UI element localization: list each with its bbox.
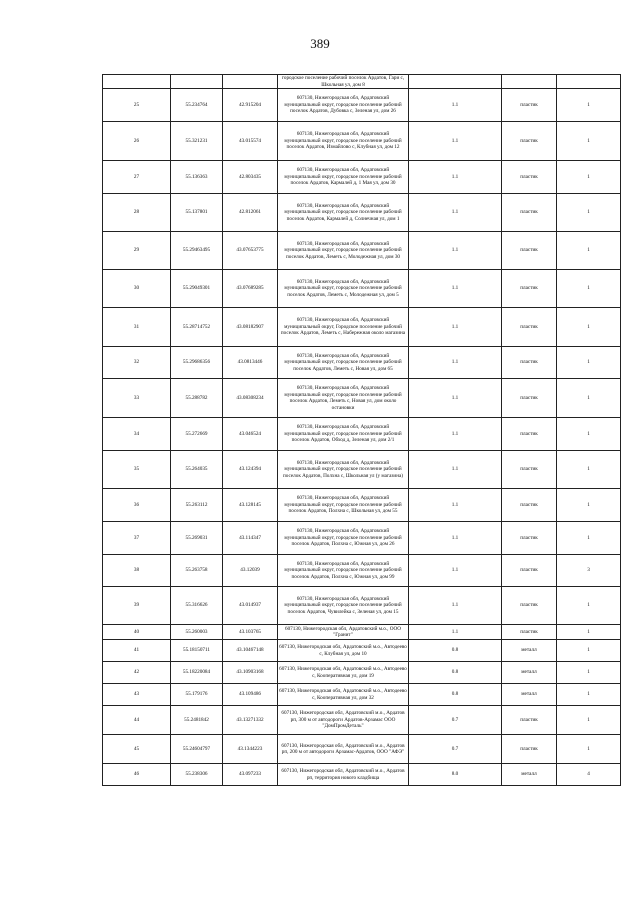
table-row: [103, 587, 621, 625]
table-body: [103, 75, 621, 786]
container-count-cell: 1: [557, 489, 621, 522]
latitude-cell: 55.238306: [171, 764, 223, 786]
latitude-cell: [171, 75, 223, 89]
longitude-cell: 43.10467148: [223, 640, 278, 662]
row-number-cell: 42: [103, 662, 171, 684]
table-row: [103, 161, 621, 194]
container-count-cell: 1: [557, 194, 621, 232]
material-cell: пластик: [502, 418, 557, 451]
address-cell: 607130, Нижегородская обл, Ардатовский муниципальный округ, городское поселение рабочий поселок Ардатов, Дубовка с, Зеленая ул, дом 26: [278, 89, 409, 122]
table-row: [103, 194, 621, 232]
longitude-cell: 43.109486: [223, 684, 278, 706]
area-cell: 1.1: [409, 555, 502, 587]
material-cell: пластик: [502, 522, 557, 555]
longitude-cell: 43.114347: [223, 522, 278, 555]
row-number-cell: 40: [103, 625, 171, 640]
area-cell: [409, 75, 502, 89]
container-count-cell: 1: [557, 587, 621, 625]
address-cell: 607130, Нижегородская обл, Ардатовский муниципальный округ, городское поселение рабочий поселок Ардатов, Обход д, Зеленая ул, дом 2/1: [278, 418, 409, 451]
longitude-cell: 42.803435: [223, 161, 278, 194]
address-cell: 607130, Нижегородская обл, Ардатовский м.о., ООО "Гранит": [278, 625, 409, 640]
container-count-cell: 1: [557, 735, 621, 764]
longitude-cell: 42.915204: [223, 89, 278, 122]
longitude-cell: 43.08182907: [223, 308, 278, 347]
container-count-cell: 1: [557, 625, 621, 640]
longitude-cell: 43.1344223: [223, 735, 278, 764]
container-count-cell: 1: [557, 270, 621, 308]
row-number-cell: 37: [103, 522, 171, 555]
latitude-cell: 55.29049301: [171, 270, 223, 308]
area-cell: 1.1: [409, 232, 502, 270]
area-cell: 0.8: [409, 640, 502, 662]
container-count-cell: 1: [557, 89, 621, 122]
row-number-cell: 41: [103, 640, 171, 662]
material-cell: [502, 75, 557, 89]
area-cell: 0.7: [409, 706, 502, 735]
row-number-cell: 28: [103, 194, 171, 232]
container-count-cell: 1: [557, 640, 621, 662]
table-row: [103, 308, 621, 347]
container-count-cell: 1: [557, 161, 621, 194]
table-row: [103, 662, 621, 684]
container-count-cell: 1: [557, 662, 621, 684]
area-cell: 1.1: [409, 161, 502, 194]
latitude-cell: 55.18150711: [171, 640, 223, 662]
address-cell: 607130, Нижегородская обл, Ардатовский муниципальный округ, городское поселение рабочий поселок Ардатов, Леметь с, Новая ул, дом 65: [278, 347, 409, 379]
longitude-cell: 43.07653775: [223, 232, 278, 270]
address-cell: 607130, Нижегородская обл, Ардатовский муниципальный округ, городское поселение рабочий поселок Ардатов, Измайлово с, Клубная ул, дом 12: [278, 122, 409, 161]
container-count-cell: 1: [557, 684, 621, 706]
row-number-cell: 43: [103, 684, 171, 706]
page-number: 389: [310, 36, 330, 51]
address-cell: 607130, Нижегородская обл, Ардатовский муниципальный округ, городское поселение рабочий поселок Ардатов, Леметь с, Молодежная ул, дом 5: [278, 270, 409, 308]
table-row: [103, 270, 621, 308]
longitude-cell: 43.046524: [223, 418, 278, 451]
address-cell: 607130, Нижегородская обл, Ардатовский м.о., Ардатов рп, территория нового кладбища: [278, 764, 409, 786]
latitude-cell: 55.316626: [171, 587, 223, 625]
table-row: [103, 522, 621, 555]
longitude-cell: 43.12039: [223, 555, 278, 587]
container-count-cell: 1: [557, 232, 621, 270]
row-number-cell: 31: [103, 308, 171, 347]
table-row: [103, 764, 621, 786]
row-number-cell: 39: [103, 587, 171, 625]
table-row: [103, 625, 621, 640]
longitude-cell: 43.10903168: [223, 662, 278, 684]
area-cell: 1.1: [409, 270, 502, 308]
material-cell: пластик: [502, 735, 557, 764]
area-cell: 1.1: [409, 451, 502, 489]
address-cell: 607130, Нижегородская обл, Ардатовский муниципальный округ, городское поселение рабочий поселок Ардатов, Леметь с, Молодежная ул, дом 30: [278, 232, 409, 270]
table-row: [103, 379, 621, 418]
area-cell: 0.8: [409, 684, 502, 706]
row-number-cell: 25: [103, 89, 171, 122]
address-cell: 607130, Нижегородская обл, Ардатовский муниципальный округ, городское поселение рабочий поселок Ардатов, Кармалей д, Солнечная ул, дом 1: [278, 194, 409, 232]
material-cell: пластик: [502, 194, 557, 232]
latitude-cell: 55.269031: [171, 522, 223, 555]
latitude-cell: 55.24604797: [171, 735, 223, 764]
latitude-cell: 55.234764: [171, 89, 223, 122]
latitude-cell: 55.260003: [171, 625, 223, 640]
table-row: [103, 640, 621, 662]
latitude-cell: 55.28714752: [171, 308, 223, 347]
table-row: [103, 347, 621, 379]
longitude-cell: 43.103765: [223, 625, 278, 640]
latitude-cell: 55.264035: [171, 451, 223, 489]
container-count-cell: 3: [557, 555, 621, 587]
table-row: [103, 735, 621, 764]
longitude-cell: 43.097233: [223, 764, 278, 786]
material-cell: пластик: [502, 347, 557, 379]
table-row: [103, 706, 621, 735]
address-cell: 607130, Нижегородская обл, Ардатовский м.о., Ардатов рп, 200 м от автодороги Арзамас-Ардатов, ООО "АФЭ": [278, 735, 409, 764]
material-cell: пластик: [502, 555, 557, 587]
material-cell: пластик: [502, 270, 557, 308]
row-number-cell: 34: [103, 418, 171, 451]
row-number-cell: 26: [103, 122, 171, 161]
address-cell: 607130, Нижегородская обл, Ардатовский муниципальный округ, городское поселение рабочий поселок Ардатов, Полхна с, Школьная ул (у магазина): [278, 451, 409, 489]
address-cell: 607130, Нижегородская обл, Ардатовский муниципальный округ, городское поселение рабочий поселок Ардатов, Чувилейка с, Зеленая ул, дом 15: [278, 587, 409, 625]
latitude-cell: 55.29463495: [171, 232, 223, 270]
material-cell: пластик: [502, 625, 557, 640]
longitude-cell: 43.07689285: [223, 270, 278, 308]
longitude-cell: 43.014937: [223, 587, 278, 625]
area-cell: 1.1: [409, 587, 502, 625]
area-cell: 1.1: [409, 308, 502, 347]
row-number-cell: 30: [103, 270, 171, 308]
address-cell: 607130, Нижегородская обл, Ардатовский м.о., Автодеево с, Клубная ул, дом 10: [278, 640, 409, 662]
material-cell: металл: [502, 640, 557, 662]
table-row: [103, 75, 621, 89]
table-row: [103, 451, 621, 489]
longitude-cell: [223, 75, 278, 89]
material-cell: пластик: [502, 706, 557, 735]
row-number-cell: [103, 75, 171, 89]
material-cell: пластик: [502, 232, 557, 270]
container-count-cell: 1: [557, 418, 621, 451]
area-cell: 1.1: [409, 489, 502, 522]
longitude-cell: 43.08308234: [223, 379, 278, 418]
container-count-cell: 1: [557, 522, 621, 555]
table-row: [103, 122, 621, 161]
container-count-cell: 1: [557, 308, 621, 347]
area-cell: 1.1: [409, 418, 502, 451]
longitude-cell: 43.124394: [223, 451, 278, 489]
longitude-cell: 42.812061: [223, 194, 278, 232]
table-row: [103, 555, 621, 587]
material-cell: пластик: [502, 161, 557, 194]
row-number-cell: 35: [103, 451, 171, 489]
row-number-cell: 45: [103, 735, 171, 764]
container-count-cell: 1: [557, 379, 621, 418]
row-number-cell: 36: [103, 489, 171, 522]
material-cell: пластик: [502, 587, 557, 625]
material-cell: пластик: [502, 122, 557, 161]
container-count-cell: 1: [557, 347, 621, 379]
container-count-cell: [557, 75, 621, 89]
address-cell: 607130, Нижегородская обл, Ардатовский м.о., Автодеево с, Кооперативная ул, дом 19: [278, 662, 409, 684]
area-cell: 1.1: [409, 89, 502, 122]
latitude-cell: 55.263758: [171, 555, 223, 587]
row-number-cell: 46: [103, 764, 171, 786]
row-number-cell: 38: [103, 555, 171, 587]
latitude-cell: 55.321231: [171, 122, 223, 161]
area-cell: 1.1: [409, 379, 502, 418]
row-number-cell: 44: [103, 706, 171, 735]
material-cell: пластик: [502, 308, 557, 347]
area-cell: 0.8: [409, 662, 502, 684]
address-cell: 607130, Нижегородская обл, Ардатовский муниципальный округ, городское поселение рабочий поселок Ардатов, Полхна с, Школьная ул, дом 55: [278, 489, 409, 522]
row-number-cell: 32: [103, 347, 171, 379]
area-cell: 8.0: [409, 764, 502, 786]
longitude-cell: 43.015574: [223, 122, 278, 161]
longitude-cell: 43.13271332: [223, 706, 278, 735]
container-count-cell: 1: [557, 122, 621, 161]
latitude-cell: 55.29686356: [171, 347, 223, 379]
material-cell: пластик: [502, 489, 557, 522]
area-cell: 1.1: [409, 522, 502, 555]
latitude-cell: 55.263112: [171, 489, 223, 522]
address-cell: 607130, Нижегородская обл, Ардатовский м.о., Автодеево с, Кооперативная ул, дом 32: [278, 684, 409, 706]
address-cell: 607130, Нижегородская обл, Ардатовский муниципальный округ, городское поселение рабочий поселок Ардатов, Кармалей д, 1 Мая ул, дом 30: [278, 161, 409, 194]
longitude-cell: 43.0813446: [223, 347, 278, 379]
area-cell: 1.1: [409, 347, 502, 379]
latitude-cell: 55.18220084: [171, 662, 223, 684]
area-cell: 0.7: [409, 735, 502, 764]
area-cell: 1.1: [409, 625, 502, 640]
area-cell: 1.1: [409, 122, 502, 161]
row-number-cell: 33: [103, 379, 171, 418]
latitude-cell: 55.136363: [171, 161, 223, 194]
material-cell: металл: [502, 662, 557, 684]
address-cell: 607130, Нижегородская обл, Ардатовский муниципальный округ, Городское поселение рабочий поселок Ардатов, Леметь с, Набережная около магазина: [278, 308, 409, 347]
address-cell: городское поселение рабочий поселок Ардатов, Гари с, Школьная ул, дом 8: [278, 75, 409, 89]
material-cell: пластик: [502, 89, 557, 122]
table-row: [103, 418, 621, 451]
longitude-cell: 43.128145: [223, 489, 278, 522]
material-cell: металл: [502, 764, 557, 786]
latitude-cell: 55.272669: [171, 418, 223, 451]
address-cell: 607130, Нижегородская обл, Ардатовский муниципальный округ, городское поселение рабочий поселок Ардатов, Полхна с, Южная ул, дом 26: [278, 522, 409, 555]
area-cell: 1.1: [409, 194, 502, 232]
latitude-cell: 55.2481842: [171, 706, 223, 735]
material-cell: металл: [502, 684, 557, 706]
table-row: [103, 232, 621, 270]
table-row: [103, 489, 621, 522]
material-cell: пластик: [502, 379, 557, 418]
row-number-cell: 27: [103, 161, 171, 194]
container-count-cell: 1: [557, 451, 621, 489]
address-cell: 607130, Нижегородская обл, Ардатовский муниципальный округ, городское поселение рабочий поселок Ардатов, Леметь с, Новая ул, дом около остановки: [278, 379, 409, 418]
latitude-cell: 55.288782: [171, 379, 223, 418]
table-row: [103, 89, 621, 122]
address-cell: 607130, Нижегородская обл, Ардатовский муниципальный округ, городское поселение рабочий поселок Ардатов, Полхна с, Южная ул, дом 99: [278, 555, 409, 587]
latitude-cell: 55.137801: [171, 194, 223, 232]
container-count-cell: 1: [557, 706, 621, 735]
address-cell: 607130, Нижегородская обл, Ардатовский м.о., Ардатов рп, 300 м от автодороги Ардатов-Арзамас ООО "ДомПромДеталь": [278, 706, 409, 735]
container-count-cell: 4: [557, 764, 621, 786]
container-sites-table: [102, 74, 621, 786]
material-cell: пластик: [502, 451, 557, 489]
latitude-cell: 55.179176: [171, 684, 223, 706]
row-number-cell: 29: [103, 232, 171, 270]
table-row: [103, 684, 621, 706]
